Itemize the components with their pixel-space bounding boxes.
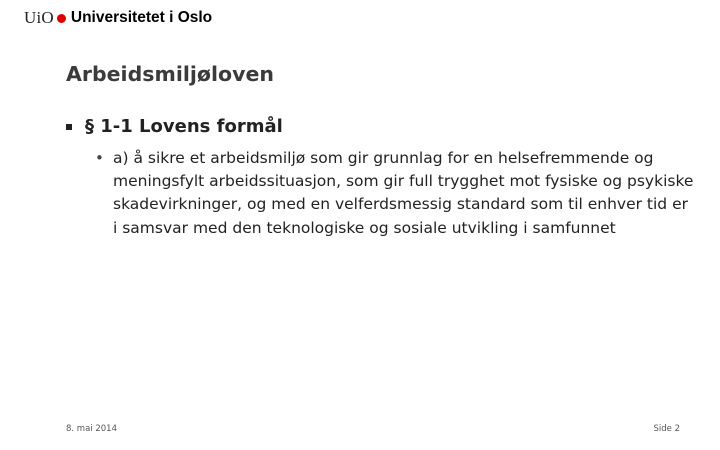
round-bullet-icon: • — [95, 149, 104, 167]
section-heading-text: § 1-1 Lovens formål — [85, 116, 283, 137]
slide-title: Arbeidsmiljøloven — [66, 62, 274, 86]
section-heading — [66, 116, 283, 137]
uio-logo — [24, 8, 212, 28]
red-dot-icon — [57, 14, 66, 23]
footer-date: 8. mai 2014 — [66, 424, 117, 434]
logo-abbreviation: UiO — [24, 8, 54, 27]
logo-university-name: Universitetet i Oslo — [70, 9, 213, 26]
square-bullet-icon — [66, 124, 72, 130]
bullet-point — [95, 147, 695, 240]
bullet-point-text: a) å sikre et arbeidsmiljø som gir grunnlag for en helsefremmende og meningsfylt arbeidssituasjon, som gir full trygghet mot fysiske og psykiske skadevirkninger, og med en velferdsmessig standard som til enhver tid er i samsvar med den teknologiske og sosiale utvikling i samfunnet — [113, 149, 694, 237]
footer-page-number: Side 2 — [653, 424, 680, 434]
